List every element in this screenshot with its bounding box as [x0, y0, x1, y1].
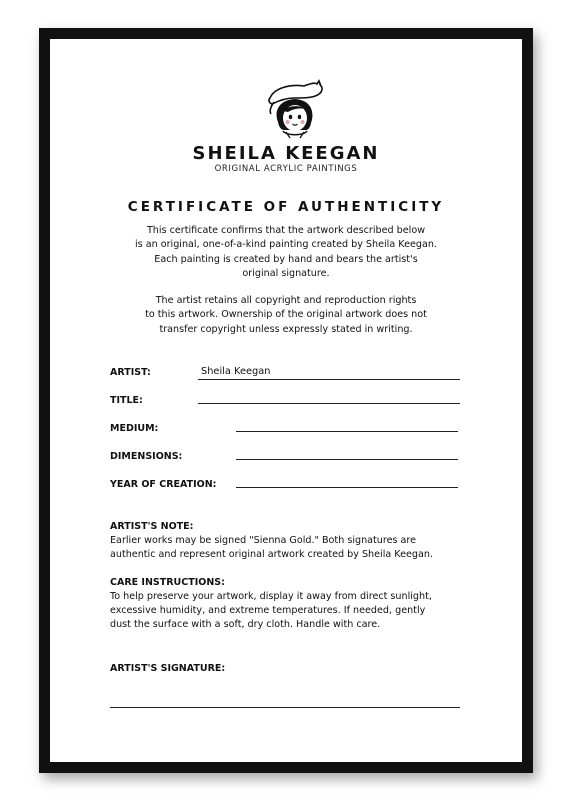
copyright-line: transfer copyright unless expressly stated in writing. [159, 323, 413, 335]
artist-field-line [198, 379, 460, 380]
certificate-title: CERTIFICATE OF AUTHENTICITY [127, 199, 445, 215]
dimensions-field-line [236, 459, 458, 460]
intro-line: is an original, one-of-a-kind painting created by Sheila Keegan. [135, 239, 437, 251]
medium-field-label: MEDIUM: [110, 423, 159, 434]
artist-note-line: authentic and represent original artwork created by Sheila Keegan. [110, 549, 434, 561]
intro-paragraph [90, 224, 482, 281]
care-instructions-heading: CARE INSTRUCTIONS: [110, 577, 225, 588]
copyright-line: The artist retains all copyright and reproduction rights [155, 295, 417, 306]
care-line: dust the surface with a soft, dry cloth. Handle with care. [110, 619, 381, 631]
year-field-line [236, 487, 458, 488]
title-field-label: TITLE: [110, 395, 143, 406]
artist-field-value[interactable]: Sheila Keegan [201, 366, 271, 377]
signature-line[interactable] [110, 707, 460, 708]
medium-field-line [236, 431, 458, 432]
artist-note-line: Earlier works may be signed "Sienna Gold." Both signatures are [110, 535, 417, 546]
intro-line: This certificate confirms that the artwork described below [146, 225, 426, 236]
title-field-line [198, 403, 460, 404]
signature-label: ARTIST'S SIGNATURE: [110, 663, 226, 674]
artist-logo-icon [264, 78, 326, 142]
care-instructions-text [110, 590, 502, 633]
care-line: To help preserve your artwork, display it away from direct sunlight, [110, 591, 432, 602]
copyright-paragraph [90, 294, 482, 337]
artist-note-text [110, 534, 502, 562]
intro-line: Each painting is created by hand and bears the artist's [154, 253, 418, 265]
year-field-label: YEAR OF CREATION: [110, 479, 217, 490]
brand-tagline: ORIGINAL ACRYLIC PAINTINGS [214, 164, 358, 174]
artist-note-heading: ARTIST'S NOTE: [110, 521, 194, 532]
picture-frame [39, 28, 533, 773]
artist-field-label: ARTIST: [110, 367, 151, 378]
certificate-page [50, 39, 522, 762]
copyright-line: to this artwork. Ownership of the original artwork does not [145, 309, 427, 321]
brand-name: SHEILA KEEGAN [192, 143, 380, 164]
intro-line: original signature. [242, 267, 330, 279]
care-line: excessive humidity, and extreme temperatures. If needed, gently [110, 605, 426, 617]
dimensions-field-label: DIMENSIONS: [110, 451, 183, 462]
